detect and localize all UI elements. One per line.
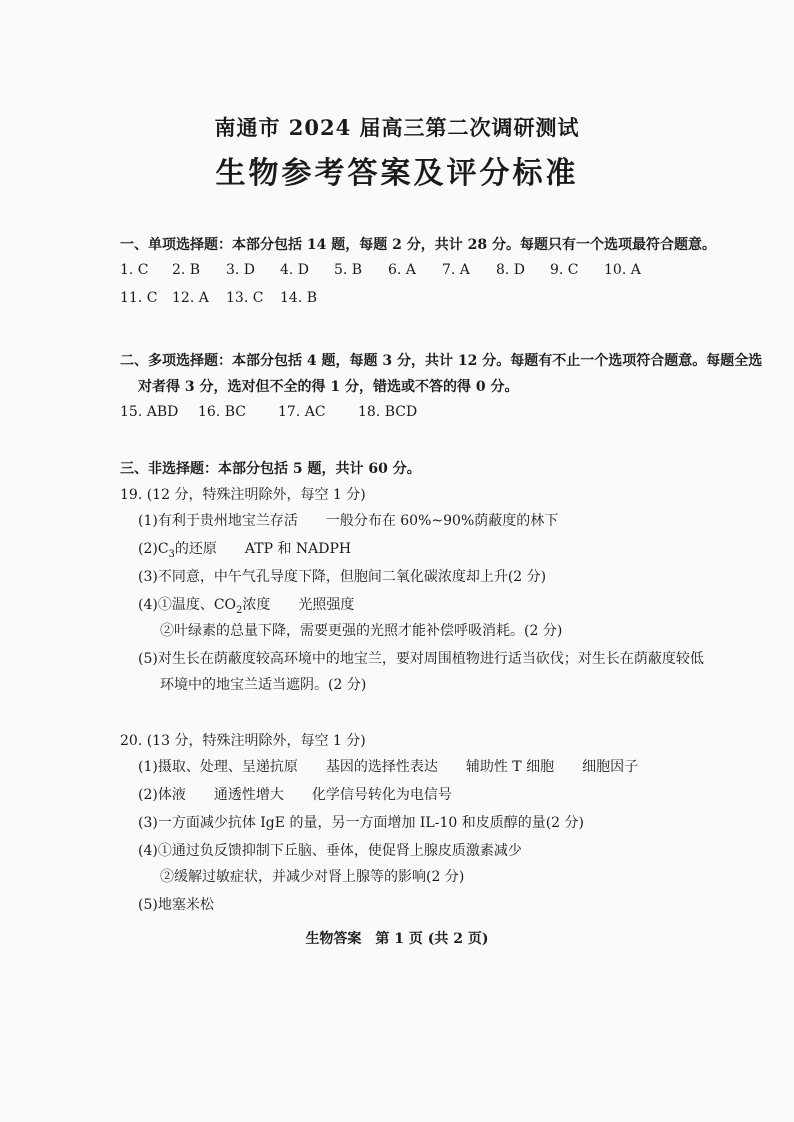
answer-14: 14. B xyxy=(280,290,318,306)
section2-answers xyxy=(120,404,438,420)
answer-17: 17. AC xyxy=(278,404,326,420)
answer-10: 10. A xyxy=(604,262,641,278)
answer-16: 16. BC xyxy=(198,404,246,420)
section1-answers-row2 xyxy=(120,290,334,306)
answer-18: 18. BCD xyxy=(358,404,418,420)
answer-5: 5. B xyxy=(334,262,363,278)
q19-line1: (1)有利于贵州地宝兰存活 一般分布在 60%~90%荫蔽度的林下 xyxy=(138,513,559,529)
answer-2: 2. B xyxy=(172,262,201,278)
q20-line5: ②缓解过敏症状，并减少对肾上腺等的影响(2 分) xyxy=(160,869,465,885)
q19-line4-sub: 2 xyxy=(236,604,243,616)
answer-15: 15. ABD xyxy=(120,404,179,420)
section1-answers-row1 xyxy=(120,262,658,278)
page-footer: 生物答案 第 1 页 (共 2 页) xyxy=(305,931,489,947)
q20-line4: (4)①通过负反馈抑制下丘脑、垂体，使促肾上腺皮质激素减少 xyxy=(138,843,522,859)
q19-line2 xyxy=(138,538,351,560)
section2-title: 二、多项选择题：本部分包括 4 题，每题 3 分，共计 12 分。每题有不止一个选项符合题意。每题全选 xyxy=(120,353,763,369)
answer-7: 7. A xyxy=(442,262,470,278)
q20-line3: (3)一方面减少抗体 IgE 的量，另一方面增加 IL-10 和皮质醇的量(2 分) xyxy=(138,815,584,831)
q19-line3: (3)不同意，中午气孔导度下降，但胞间二氧化碳浓度却上升(2 分) xyxy=(138,569,547,585)
answer-13: 13. C xyxy=(226,290,264,306)
q19-line4-b: 浓度 光照强度 xyxy=(242,597,355,613)
q20-line2: (2)体液 通透性增大 化学信号转化为电信号 xyxy=(138,787,452,803)
q19-line6: (5)对生长在荫蔽度较高环境中的地宝兰，要对周围植物进行适当砍伐；对生长在荫蔽度较低 xyxy=(138,651,704,667)
answer-12: 12. A xyxy=(172,290,209,306)
q20-line1: (1)摄取、处理、呈递抗原 基因的选择性表达 辅助性 T 细胞 细胞因子 xyxy=(138,759,639,775)
answer-11: 11. C xyxy=(120,290,158,306)
section2-title-cont: 对者得 3 分，选对但不全的得 1 分，错选或不答的得 0 分。 xyxy=(138,379,519,395)
section3-title: 三、非选择题：本部分包括 5 题，共计 60 分。 xyxy=(120,461,421,477)
section1-title: 一、单项选择题：本部分包括 14 题，每题 2 分，共计 28 分。每题只有一个选项最符合题意。 xyxy=(120,237,716,253)
q19-line4 xyxy=(138,594,354,616)
q20-line6: (5)地塞米松 xyxy=(138,897,214,913)
answer-3: 3. D xyxy=(226,262,256,278)
answer-1: 1. C xyxy=(120,262,149,278)
q19-line2-a: (2)C xyxy=(138,541,169,557)
q19-line4-a: (4)①温度、CO xyxy=(138,597,237,613)
answer-8: 8. D xyxy=(496,262,526,278)
q19-line2-sub: 3 xyxy=(168,548,175,560)
exam-title: 南通市 2024 届高三第二次调研测试 xyxy=(214,115,580,140)
answer-4: 4. D xyxy=(280,262,310,278)
answer-6: 6. A xyxy=(388,262,416,278)
document-title: 生物参考答案及评分标准 xyxy=(215,156,579,191)
answer-9: 9. C xyxy=(550,262,579,278)
q20-heading: 20. (13 分，特殊注明除外，每空 1 分) xyxy=(120,733,366,749)
q19-line2-b: 的还原 ATP 和 NADPH xyxy=(174,541,352,557)
q19-heading: 19. (12 分，特殊注明除外，每空 1 分) xyxy=(120,487,366,503)
q19-line7: 环境中的地宝兰适当遮阴。(2 分) xyxy=(160,677,367,693)
q19-line5: ②叶绿素的总量下降，需要更强的光照才能补偿呼吸消耗。(2 分) xyxy=(160,623,563,639)
